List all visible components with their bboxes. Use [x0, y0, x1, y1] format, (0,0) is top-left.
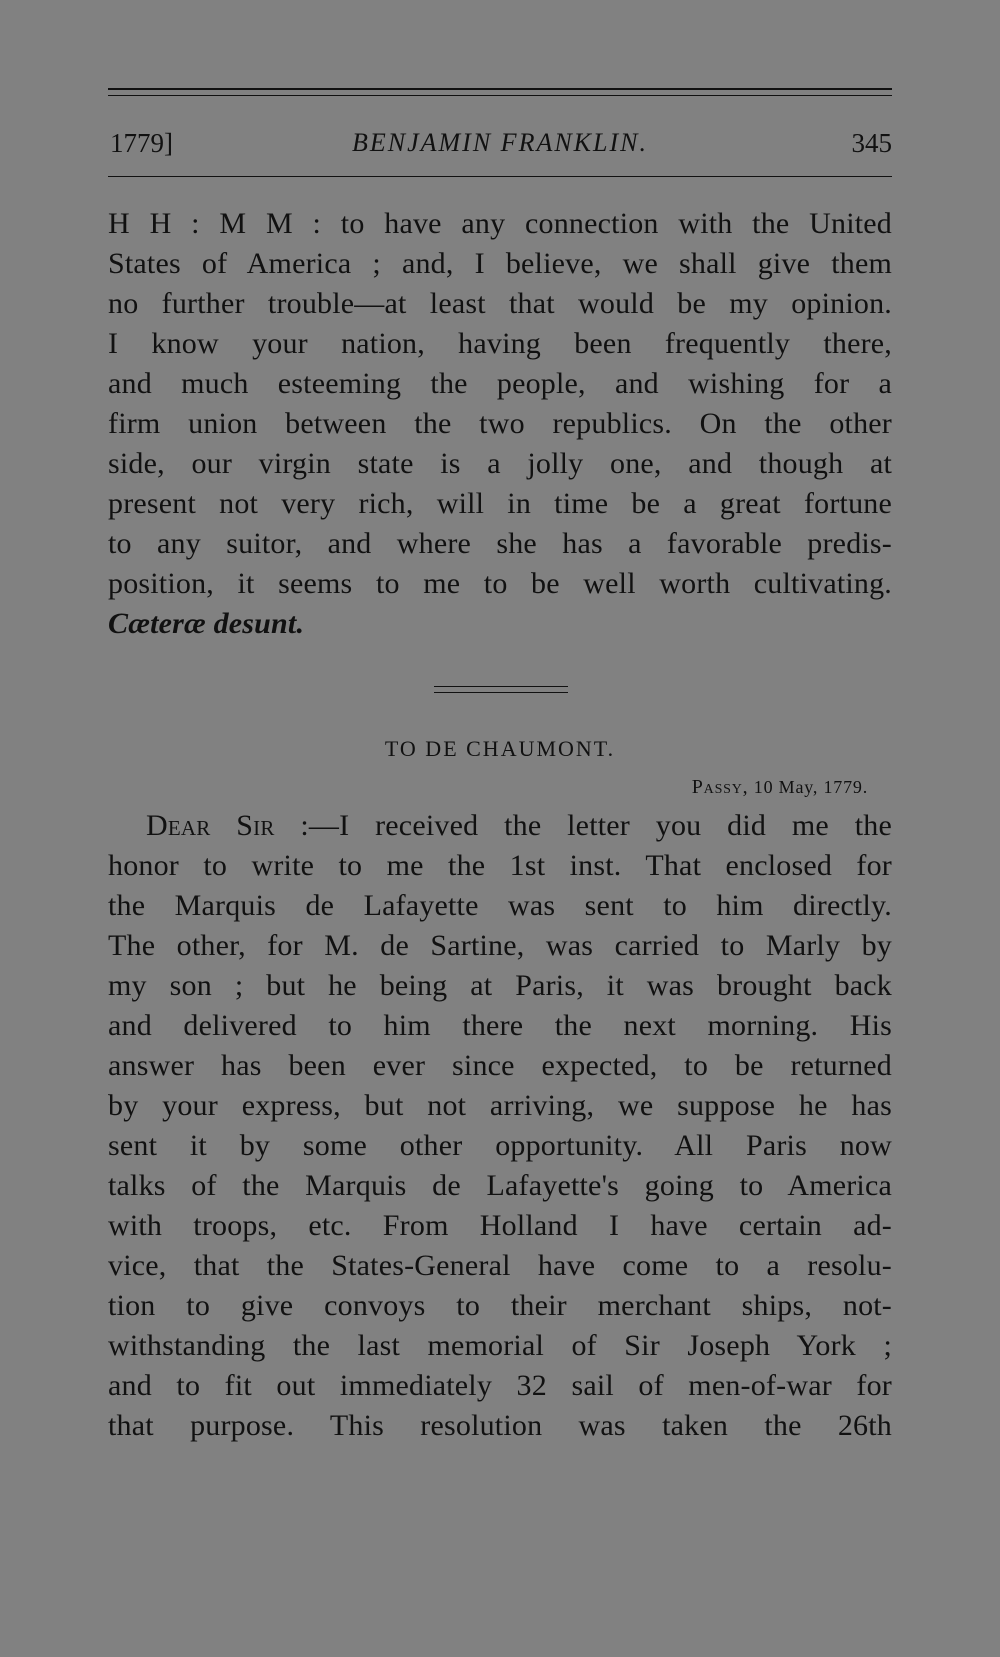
text-line: vice, that the States-General have come to a resolu- [108, 1249, 892, 1282]
text-line: and delivered to him there the next morning. His [108, 1009, 892, 1042]
salutation: Dear Sir [146, 809, 275, 842]
text-line: that purpose. This resolution was taken the 26th [108, 1409, 892, 1442]
text-line: States of America ; and, I believe, we shall give them [108, 247, 892, 280]
page-number: 345 [851, 128, 892, 158]
running-head-year: 1779] [110, 128, 173, 158]
text-line: by your express, but not arriving, we suppose he has [108, 1089, 892, 1122]
dateline [692, 776, 868, 799]
top-rule [108, 88, 892, 90]
letter-body [108, 806, 892, 1446]
text-line: position, it seems to me to be well worth cultivating. [108, 567, 892, 600]
text-line: I know your nation, having been frequently there, [108, 327, 892, 360]
closing-remark: Cæteræ desunt. [108, 607, 305, 640]
text-line: sent it by some other opportunity. All Paris now [108, 1129, 892, 1162]
text-line: withstanding the last memorial of Sir Joseph York ; [108, 1329, 892, 1362]
text-line: side, our virgin state is a jolly one, and though at [108, 447, 892, 480]
first-line-text: :—I received the letter you did me the [300, 809, 893, 842]
text-line: honor to write to me the 1st inst. That enclosed for [108, 849, 892, 882]
running-head [108, 128, 892, 164]
text-line: firm union between the two republics. On the other [108, 407, 892, 440]
running-head-title: BENJAMIN FRANKLIN. [352, 128, 648, 157]
text-line: present not very rich, will in time be a great fortune [108, 487, 892, 520]
text-line: talks of the Marquis de Lafayette's going to America [108, 1169, 892, 1202]
text-line: with troops, etc. From Holland I have certain ad- [108, 1209, 892, 1242]
text-line: no further trouble—at least that would be my opinion. [108, 287, 892, 320]
header-rule [108, 176, 892, 177]
text-line: The other, for M. de Sartine, was carried to Marly by [108, 929, 892, 962]
letter-heading: TO DE CHAUMONT. [384, 736, 616, 761]
dateline-place: Passy, [691, 776, 749, 798]
text-line: and to fit out immediately 32 sail of men-of-war for [108, 1369, 892, 1402]
text-line: my son ; but he being at Paris, it was brought back [108, 969, 892, 1002]
text-line: to any suitor, and where she has a favorable predis- [108, 527, 892, 560]
text-line: the Marquis de Lafayette was sent to him directly. [108, 889, 892, 922]
text-line: tion to give convoys to their merchant ships, not- [108, 1289, 892, 1322]
top-rule-thin [108, 95, 892, 96]
continued-letter-text [108, 204, 892, 644]
dateline-date: 10 May, 1779. [753, 777, 868, 797]
text-line: answer has been ever since expected, to be returned [108, 1049, 892, 1082]
text-line-first [108, 806, 892, 846]
text-line: H H : M M : to have any connection with the United [108, 207, 892, 240]
section-divider [434, 686, 568, 696]
text-line: and much esteeming the people, and wishing for a [108, 367, 892, 400]
